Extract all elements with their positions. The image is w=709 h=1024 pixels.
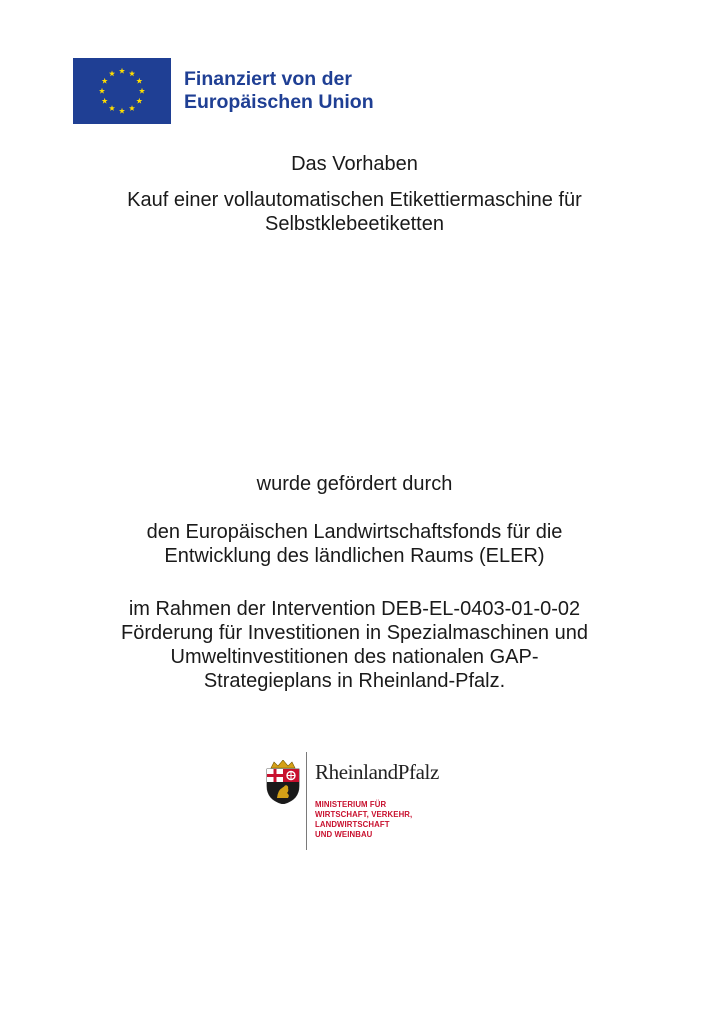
- eu-star-icon: [119, 108, 125, 114]
- fund-name-line: den Europäischen Landwirtschaftsfonds für die: [146, 521, 563, 543]
- eu-funding-logo: [73, 58, 374, 124]
- eu-star-icon: [136, 78, 142, 84]
- project-title-line: Selbstklebeetiketten: [264, 213, 444, 235]
- eu-star-icon: [109, 70, 115, 76]
- intervention-line: Strategieplans in Rheinland-Pfalz.: [203, 670, 506, 692]
- ministry-name-line: MINISTERIUM FÜR: [315, 800, 387, 809]
- eu-star-icon: [129, 70, 135, 76]
- coat-of-arms-icon: [265, 760, 301, 804]
- eu-star-icon: [102, 98, 108, 104]
- eu-star-icon: [109, 105, 115, 111]
- eu-star-icon: [136, 98, 142, 104]
- project-title: [0, 188, 709, 236]
- logo-divider: [306, 752, 307, 850]
- ministry-name-line: LANDWIRTSCHAFT: [315, 820, 390, 829]
- eu-star-icon: [99, 88, 105, 94]
- eu-star-icon: [139, 88, 145, 94]
- eu-text-line-2: Europäischen Union: [184, 91, 374, 113]
- ministry-name-line: WIRTSCHAFT, VERKEHR,: [315, 810, 413, 819]
- ministry-name: [315, 800, 412, 840]
- ministry-logo: [265, 752, 465, 852]
- fund-name: [0, 520, 709, 568]
- eu-star-icon: [129, 105, 135, 111]
- intervention-line: Umweltinvestitionen des nationalen GAP-: [170, 646, 539, 668]
- ministry-name-line: UND WEINBAU: [315, 830, 373, 839]
- funding-statement: wurde gefördert durch: [256, 473, 453, 495]
- eu-text-line-1: Finanziert von der: [184, 68, 352, 90]
- intervention-text: [0, 597, 709, 693]
- intervention-line: im Rahmen der Intervention DEB-EL-0403-01-0-02: [128, 598, 581, 620]
- project-title-line: Kauf einer vollautomatischen Etikettiermaschine für: [127, 189, 582, 211]
- eu-funding-text: [184, 68, 374, 114]
- intervention-line: Förderung für Investitionen in Spezialmaschinen und: [121, 622, 588, 644]
- project-intro: Das Vorhaben: [291, 153, 418, 175]
- eu-star-icon: [102, 78, 108, 84]
- state-name: RheinlandPfalz: [315, 760, 439, 784]
- eu-star-icon: [119, 68, 125, 74]
- eu-flag-icon: [73, 58, 171, 124]
- fund-name-line: Entwicklung des ländlichen Raums (ELER): [164, 545, 545, 567]
